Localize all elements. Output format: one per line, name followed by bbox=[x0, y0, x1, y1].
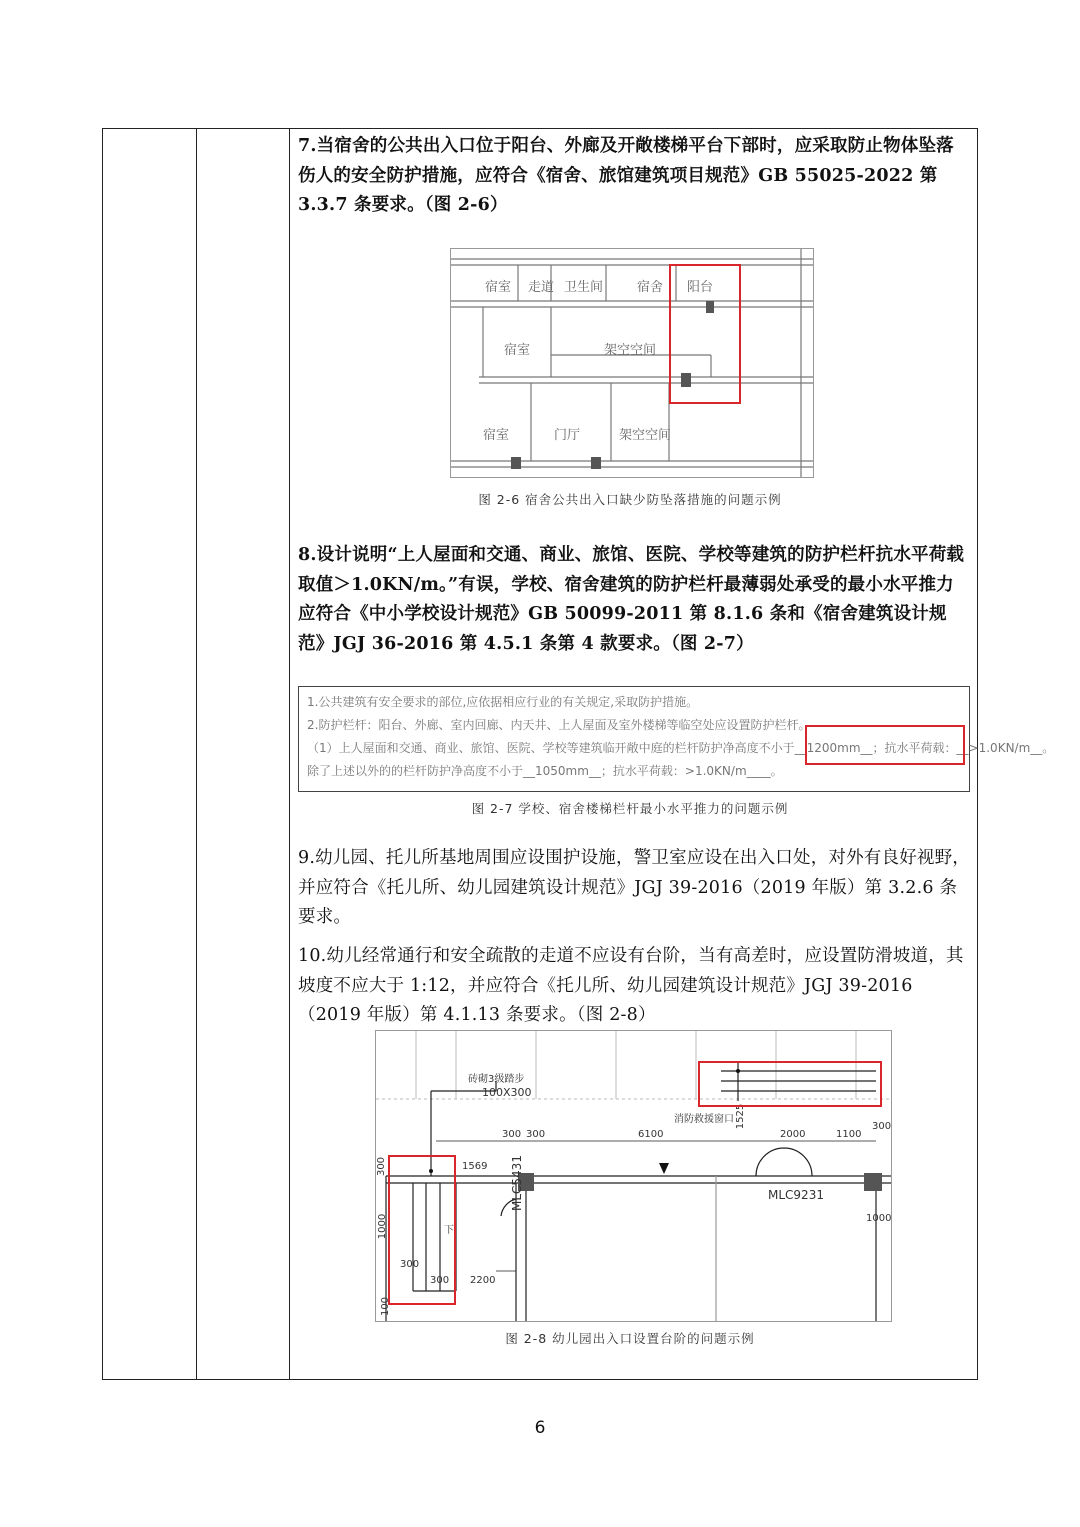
dimension-label: 300 bbox=[502, 1129, 522, 1140]
dimension-label: 1525 bbox=[735, 1103, 747, 1130]
page-number: 6 bbox=[534, 1418, 546, 1438]
room-label: 宿室 bbox=[504, 343, 531, 358]
room-label: 门厅 bbox=[554, 428, 581, 443]
highlight-box bbox=[669, 264, 741, 404]
note-line: 2.防护栏杆：阳台、外廊、室内回廊、内天井、上人屋面及室外楼梯等临空处应设置防护栏杆。 bbox=[307, 718, 811, 732]
room-label: 走道 bbox=[528, 280, 555, 295]
dimension-label: 1000 bbox=[377, 1213, 389, 1240]
note-line: 1.公共建筑有安全要求的部位,应依据相应行业的有关规定,采取防护措施。 bbox=[307, 695, 699, 709]
dimension-label: 1569 bbox=[462, 1161, 488, 1172]
dimension-label: 300 bbox=[376, 1156, 388, 1177]
figure-2-8 bbox=[375, 1030, 892, 1322]
column-divider bbox=[289, 129, 290, 1379]
figure-2-6-caption: 图 2-6 宿舍公共出入口缺少防坠落措施的问题示例 bbox=[478, 492, 782, 507]
room-label: 宿室 bbox=[485, 280, 512, 295]
room-label: 宿室 bbox=[483, 428, 510, 443]
door-label: MLC9231 bbox=[768, 1188, 824, 1202]
item-7-text: 7.当宿舍的公共出入口位于阳台、外廊及开敞楼梯平台下部时，应采取防止物体坠落伤人的安全防护措施，应符合《宿舍、旅馆建筑项目规范》GB 55025-2022 第 3.3.7 条要求。（图 2-6） bbox=[298, 136, 954, 215]
figure-2-8-caption: 图 2-8 幼儿园出入口设置台阶的问题示例 bbox=[505, 1331, 755, 1346]
dimension-label: 100 bbox=[380, 1296, 392, 1317]
down-arrow-label: 下 bbox=[444, 1225, 454, 1236]
note-line: （1）上人屋面和交通、商业、旅馆、医院、学校等建筑临开敞中庭的栏杆防护净高度不小于__1200mm__；抗水平荷载：__>1.0KN/m__。 bbox=[307, 741, 1055, 755]
room-label: 宿舍 bbox=[637, 280, 664, 295]
figure-2-7-caption: 图 2-7 学校、宿舍楼梯栏杆最小水平推力的问题示例 bbox=[471, 801, 789, 816]
door-label: MLC5431 bbox=[510, 1155, 524, 1211]
room-label: 架空空间 bbox=[619, 428, 672, 443]
highlight-box bbox=[388, 1155, 456, 1305]
figure-2-7 bbox=[298, 686, 1055, 792]
dimension-label: 1100 bbox=[836, 1129, 862, 1140]
dimension-label: 2000 bbox=[780, 1129, 806, 1140]
steps-label: 砖砌3级踏步 bbox=[468, 1074, 525, 1085]
dimension-label: 300 bbox=[872, 1121, 892, 1132]
highlight-box bbox=[805, 725, 965, 765]
highlight-box bbox=[698, 1061, 882, 1107]
note-line: 除了上述以外的的栏杆防护净高度不小于__1050mm__；抗水平荷载：>1.0KN/m____。 bbox=[307, 764, 783, 778]
dimension-label: 300 bbox=[400, 1259, 420, 1270]
item-10-text: 10.幼儿经常通行和安全疏散的走道不应设有台阶，当有高差时，应设置防滑坡道，其坡度不应大于 1:12，并应符合《托儿所、幼儿园建筑设计规范》JGJ 39-2016（2019 年版）第 4.1.13 条要求。（图 2-8） bbox=[298, 946, 964, 1025]
figure-2-6 bbox=[450, 248, 814, 478]
window-label: 消防救援窗口 bbox=[674, 1114, 734, 1125]
room-label: 阳台 bbox=[687, 280, 714, 295]
step-size-label: 100X300 bbox=[482, 1086, 532, 1099]
room-label: 架空空间 bbox=[604, 343, 657, 358]
dimension-label: 1000 bbox=[866, 1213, 892, 1224]
item-8-text: 8.设计说明“上人屋面和交通、商业、旅馆、医院、学校等建筑的防护栏杆抗水平荷载取值＞1.0KN/m。”有误，学校、宿舍建筑的防护栏杆最薄弱处承受的最小水平推力应符合《中小学校设计规范》GB 50099-2011 第 8.1.6 条和《宿舍建筑设计规范》JGJ 36-2016 第 4.5.1 条第 4 款要求。（图 2-7） bbox=[298, 545, 965, 654]
dimension-label: 300 bbox=[526, 1129, 546, 1140]
dimension-label: 2200 bbox=[470, 1275, 496, 1286]
column-divider bbox=[196, 129, 197, 1379]
room-label: 卫生间 bbox=[564, 280, 604, 295]
dimension-label: 6100 bbox=[638, 1129, 664, 1140]
item-9-text: 9.幼儿园、托儿所基地周围应设围护设施，警卫室应设在出入口处，对外有良好视野，并应符合《托儿所、幼儿园建筑设计规范》JGJ 39-2016（2019 年版）第 3.2.6 条要求。 bbox=[298, 848, 970, 927]
dimension-label: 300 bbox=[430, 1275, 450, 1286]
